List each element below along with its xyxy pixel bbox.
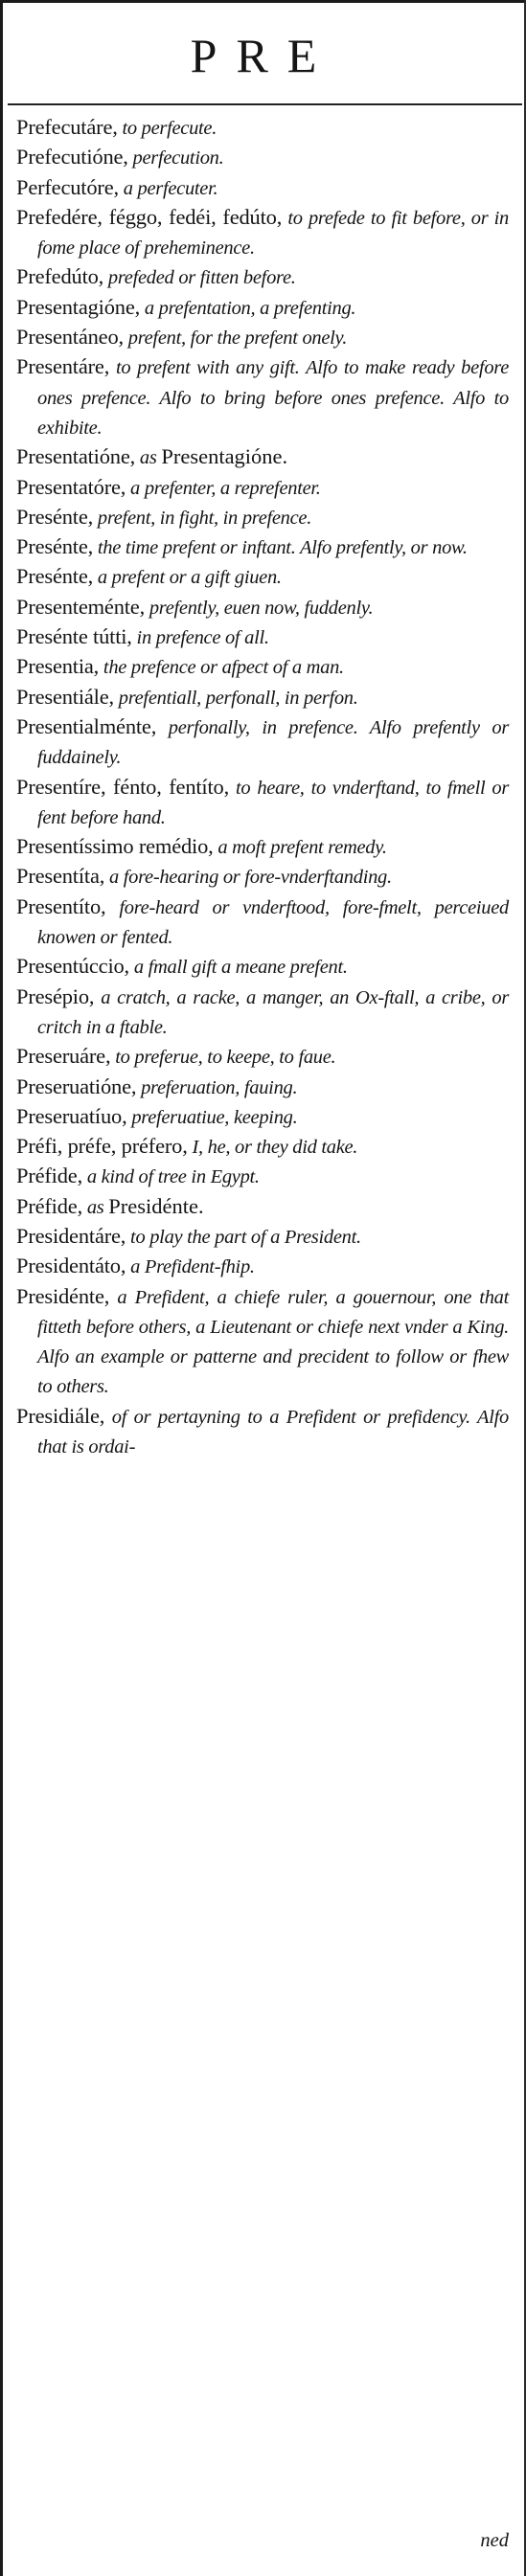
entry-definition: a prefenter, a reprefenter. [126, 477, 321, 499]
entry-headword: Presidénte, [16, 1283, 110, 1308]
entry-definition: perfonally, in prefence. Alfo prefently or fuddainely. [37, 716, 509, 769]
entry-headword: Presentiále, [16, 684, 114, 709]
entry-headword: Préfide, [16, 1193, 82, 1218]
dictionary-entry [16, 1073, 509, 1102]
entry-headword: Préfide, [16, 1164, 82, 1188]
entry-definition: to prefent with any gift. Alfo to make ready before ones prefence. Alfo to bring before ones prefence. Alfo to exhibite. [37, 357, 509, 439]
dictionary-entry [16, 893, 509, 953]
entry-definition: to prefede to fit before, or in fome place of preheminence. [37, 207, 509, 260]
entry-headword: Préfi, préfe, préfero, [16, 1134, 188, 1159]
entry-headword: Preseruatíuo, [16, 1103, 127, 1128]
entry-headword: Presentíre, fénto, fentíto, [16, 774, 229, 799]
entry-definition: a cratch, a racke, a manger, an Ox-ftall, a cribe, or critch in a ftable. [37, 986, 509, 1038]
entry-definition: a prefent or a gift giuen. [93, 567, 282, 589]
entry-definition: a kind of tree in Egypt. [82, 1166, 260, 1188]
entry-headword: Preseruáre, [16, 1044, 111, 1069]
dictionary-entry [16, 712, 509, 773]
dictionary-entry [16, 532, 509, 562]
entry-definition: as [82, 1196, 109, 1218]
page-left-edge [0, 0, 3, 2576]
entry-headword: Presentúccio, [16, 954, 129, 979]
entry-definition: I, he, or they did take. [187, 1137, 358, 1159]
entry-headword: Presentíta, [16, 864, 105, 889]
entry-headword: Presentagióne, [16, 294, 141, 319]
entry-definition: prefent, in fight, in prefence. [93, 507, 312, 529]
dictionary-entry [16, 473, 509, 503]
entry-definition: to preferue, to keepe, to faue. [110, 1047, 336, 1069]
entry-headword: Presentíssimo remédio, [16, 834, 214, 859]
entry-definition: preferuation, fauing. [136, 1076, 298, 1098]
entry-headword: Presépio, [16, 983, 95, 1008]
entry-headword: Presidentáto, [16, 1254, 126, 1278]
entry-column [16, 113, 509, 1461]
entry-headword: Preseruatióne, [16, 1073, 137, 1098]
entry-headword: Prefedúto, [16, 264, 104, 289]
dictionary-entry [16, 1042, 509, 1072]
entry-definition: a fore-hearing or fore-vnderftanding. [104, 867, 392, 889]
page-top-edge [0, 0, 526, 3]
dictionary-entry [16, 203, 509, 263]
dictionary-entry [16, 1402, 509, 1462]
entry-headword: Presentia, [16, 654, 100, 679]
entry-definition: the time prefent or inftant. Alfo prefently, or now. [93, 537, 468, 559]
entry-cross-reference: Presidénte. [108, 1193, 204, 1218]
entry-headword: Prefecutáre, [16, 115, 118, 139]
entry-headword: Presidentáre, [16, 1223, 126, 1248]
dictionary-entry [16, 983, 509, 1043]
entry-headword: Presentáre, [16, 354, 110, 379]
entry-definition: prefeded or fitten before. [103, 267, 296, 289]
entry-definition: the prefence or afpect of a man. [99, 657, 344, 679]
entry-headword: Presentatóre, [16, 474, 126, 499]
entry-definition: to perfecute. [117, 118, 217, 139]
entry-definition: of or pertayning to a Prefident or prefidency. Alfo that is ordai- [37, 1406, 509, 1458]
entry-definition: preferuatiue, keeping. [126, 1106, 298, 1128]
entry-definition: to heare, to vnderftand, to fmell or fent before hand. [37, 777, 510, 828]
entry-definition: as [135, 447, 162, 469]
dictionary-entry [16, 1222, 509, 1252]
dictionary-entry [16, 352, 509, 442]
entry-headword: Presentatióne, [16, 444, 136, 469]
entry-definition: prefentiall, perfonall, in perfon. [113, 687, 358, 709]
dictionary-entry [16, 593, 509, 622]
dictionary-entry [16, 1102, 509, 1132]
dictionary-entry [16, 113, 509, 143]
dictionary-entry [16, 1132, 509, 1162]
dictionary-entry [16, 562, 509, 592]
header-rule [8, 103, 522, 105]
entry-definition: perfecution. [127, 147, 224, 169]
entry-definition: a Prefident, a chiefe ruler, a gouernour, one that fitteth before others, a Lieutenant or chiefe next vnder a King. Alfo an example or patterne and precident to follow or fhew to others. [37, 1286, 509, 1398]
entry-definition: a fmall gift a meane prefent. [129, 957, 348, 979]
dictionary-entry [16, 173, 509, 203]
running-header: PRE [190, 29, 336, 82]
entry-definition: a Prefident-fhip. [126, 1256, 255, 1278]
dictionary-entry [16, 293, 509, 323]
dictionary-entry [16, 832, 509, 862]
dictionary-entry [16, 1282, 509, 1402]
entry-headword: Presentáneo, [16, 325, 124, 350]
dictionary-entry [16, 683, 509, 712]
entry-headword: Presidiále, [16, 1403, 105, 1428]
dictionary-entry [16, 503, 509, 532]
entry-definition: a moft prefent remedy. [213, 837, 387, 859]
entry-definition: prefent, for the prefent onely. [123, 328, 348, 350]
entry-headword: Presénte, [16, 564, 94, 589]
catchword: ned [480, 2530, 509, 2551]
dictionary-entry [16, 862, 509, 892]
entry-headword: Presénte, [16, 534, 94, 559]
dictionary-entry [16, 1162, 509, 1191]
dictionary-entry [16, 652, 509, 682]
dictionary-entry [16, 773, 509, 833]
dictionary-entry [16, 323, 509, 352]
dictionary-entry [16, 262, 509, 292]
entry-definition: in prefence of all. [131, 627, 269, 649]
entry-definition: fore-heard or vnderftood, fore-fmelt, perceiued knowen or fented. [37, 896, 509, 949]
dictionary-entry [16, 622, 509, 652]
entry-definition: prefently, euen now, fuddenly. [145, 597, 374, 619]
entry-definition: a prefentation, a prefenting. [140, 297, 356, 319]
entry-headword: Presentíto, [16, 893, 106, 918]
dictionary-entry [16, 952, 509, 982]
entry-headword: Prefecutióne, [16, 145, 128, 169]
entry-headword: Presénte tútti, [16, 624, 132, 649]
entry-definition: to play the part of a President. [126, 1226, 361, 1248]
dictionary-entry [16, 1192, 509, 1222]
dictionary-entry [16, 442, 509, 472]
entry-headword: Perfecutóre, [16, 174, 119, 199]
entry-cross-reference: Presentagióne. [161, 444, 288, 469]
entry-headword: Prefedére, féggo, fedéi, fedúto, [16, 204, 283, 229]
dictionary-entry [16, 1252, 509, 1281]
entry-definition: a perfecuter. [118, 177, 218, 199]
entry-headword: Presénte, [16, 504, 94, 529]
dictionary-entry [16, 143, 509, 172]
entry-headword: Presentialménte, [16, 713, 157, 738]
entry-headword: Presenteménte, [16, 594, 146, 619]
